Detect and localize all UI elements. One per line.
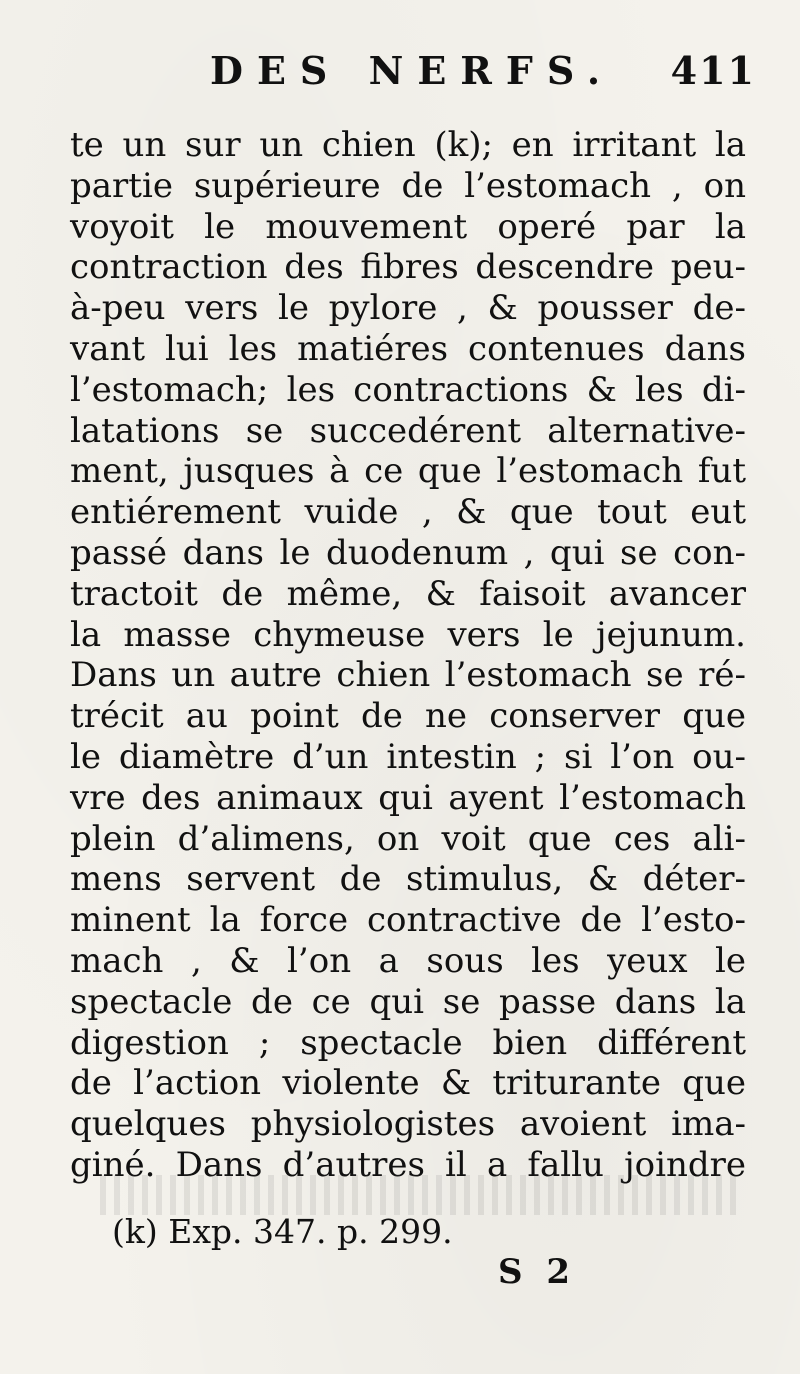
signature-mark: S 2 (498, 1252, 577, 1292)
running-head: DES NERFS. (210, 48, 615, 93)
text-line: latations se succedérent alternative- (70, 410, 746, 451)
text-line: minent la force contractive de l’esto- (70, 900, 746, 941)
text-line: contraction des fibres descendre peu- (70, 247, 746, 288)
footnote: (k) Exp. 347. p. 299. (112, 1212, 453, 1251)
show-through-texture (100, 1175, 740, 1215)
text-line: mach , & l’on a sous les yeux le (70, 940, 746, 981)
text-line: à-peu vers le pylore , & pousser de- (70, 288, 746, 329)
text-line: partie supérieure de l’estomach , on (70, 165, 746, 206)
text-line: tractoit de même, & faisoit avancer (70, 573, 746, 614)
text-line: trécit au point de ne conserver que (70, 696, 746, 737)
text-line: Dans un autre chien l’estomach se ré- (70, 655, 746, 696)
text-line: la masse chymeuse vers le jejunum. (70, 614, 746, 655)
text-line: ment, jusques à ce que l’estomach fut (70, 451, 746, 492)
text-line: entiérement vuide , & que tout eut (70, 492, 746, 533)
text-line: plein d’alimens, on voit que ces ali- (70, 818, 746, 859)
text-line: mens servent de stimulus, & déter- (70, 859, 746, 900)
text-line: spectacle de ce qui se passe dans la (70, 981, 746, 1022)
text-line: te un sur un chien (k); en irritant la (70, 125, 746, 165)
text-line: voyoit le mouvement operé par la (70, 206, 746, 247)
body-text (70, 125, 746, 1186)
text-line: de l’action violente & triturante que (70, 1063, 746, 1104)
text-line: le diamètre d’un intestin ; si l’on ou- (70, 736, 746, 777)
text-line: vre des animaux qui ayent l’estomach (70, 777, 746, 818)
text-line: quelques physiologistes avoient ima- (70, 1104, 746, 1145)
text-line: vant lui les matiéres contenues dans (70, 328, 746, 369)
page-number: 411 (670, 48, 756, 93)
text-line: passé dans le duodenum , qui se con- (70, 532, 746, 573)
text-line: digestion ; spectacle bien différent (70, 1022, 746, 1063)
page-header (210, 48, 770, 104)
text-line: l’estomach; les contractions & les di- (70, 369, 746, 410)
text-line: giné. Dans d’autres il a fallu joindre (70, 1144, 746, 1185)
